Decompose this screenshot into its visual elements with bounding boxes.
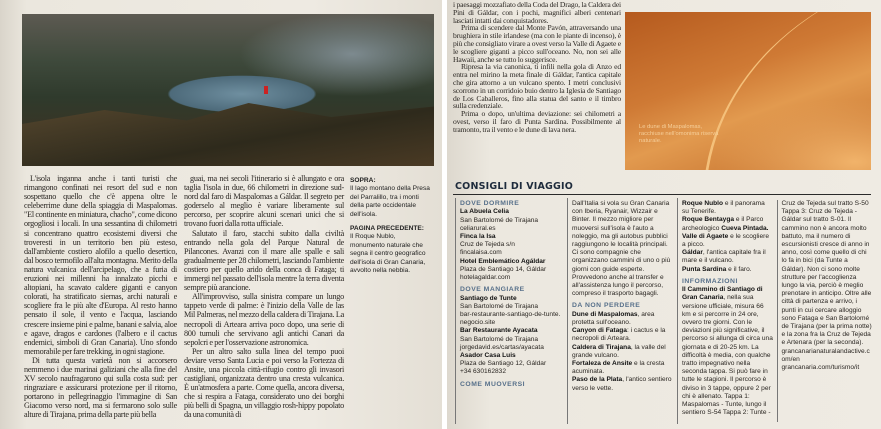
caption-text: Il Roque Nublo, monumento naturale che segna il centro geografico dell'isola di Gran Canaria, avvolto nella nebbia. bbox=[350, 233, 426, 275]
divider bbox=[453, 194, 871, 195]
list-item: Santiago de Tunte San Bartolomé de Tirajana bar-restaurante-santiago-de-tunte.negocio.site bbox=[460, 294, 561, 327]
list-item: Gáldar, l'antica capitale fra il mare e il vulcano. bbox=[682, 249, 766, 265]
list-item: Canyon di Fataga: i cactus e la necropoli di Arteara. bbox=[572, 327, 666, 343]
hiker-figure bbox=[264, 86, 268, 94]
caption-text: Il lago montano della Presa del Parralillo, tra i monti della parte occidentale dell'isola. bbox=[350, 185, 430, 218]
section-heading: INFORMAZIONI bbox=[682, 277, 738, 285]
caption-label: SOPRA: bbox=[350, 177, 376, 184]
paragraph: guai, ma nei secoli l'itinerario si è allungato e ora taglia l'isola in due, 66 chilometri in direzione sud-nord dal faro di Maspalomas a Gáldar. Il segreto per goderselo al meglio è variare liberamente sul percorso, per scoprire alcuni scenari unici che si trovano fuori dalla rotta ufficiale. bbox=[184, 174, 344, 229]
article-column-2 bbox=[184, 174, 344, 420]
paragraph: All'improvviso, sulla sinistra compare un lungo tappeto verde di palme: è l'inizio della Valle de las Mil Palmeras, nel mezzo della caldera di Tirajana. La necropoli di Arteara arriva poco dopo, una serie di 800 tumuli che servivano agli antichi Canari da sepolcri e per l'osservazione astronomica. bbox=[184, 292, 344, 347]
paragraph: i paesaggi mozzafiato della Coda del Drago, la Caldera dei Pini di Gáldar, con i pochi, magnifici alberi centenari lasciati intatti dai conquistadores. bbox=[453, 0, 621, 25]
travel-tips-title: CONSIGLI DI VIAGGIO bbox=[455, 181, 574, 192]
list-item: Asador Casa Luis Plaza de Santiago 12, Gáldar +34 630162832 bbox=[460, 352, 547, 376]
right-magazine-page bbox=[447, 0, 881, 429]
list-item: Roque Nublo e il panorama su Tenerife. bbox=[682, 200, 765, 216]
section-heading: DOVE DORMIRE bbox=[460, 200, 520, 207]
paragraph: Di tutta questa varietà non si accorsero nemmeno i due marinai galiziani che alla fine del XV secolo naufragarono qui sulla costa sud: per ringraziare e assicurarsi protezione per il ritorno, portarono in pellegrinaggio l'immagine di San Giacomo verso nord, ma si fermarono solo sulle alture di Tirajana, prima della parte più bella bbox=[24, 355, 177, 420]
guide-column-1 bbox=[455, 198, 567, 424]
list-item: Bar Restaurante Ayacata San Bartolomé de Tirajana jorgedavid.es/cartas/ayacata bbox=[460, 327, 544, 351]
caption-label: PAGINA PRECEDENTE: bbox=[350, 225, 425, 233]
section-heading: COME MUOVERSI bbox=[460, 380, 526, 388]
paragraph: Salutato il faro, stacchi subito dalla civiltà entrando nella gola del Parque Natural de Pilancones. Avanzi con il mare alle spalle e sali gradualmente per 28 chilometri, lasciando l'ambiente costiero per quello arido della conca di Fataga; ti immergi nel passato dell'isola mentre la terra diventa sempre più arancione. bbox=[184, 228, 344, 293]
list-item: Paso de la Plata, l'antico sentiero verso le vette. bbox=[572, 376, 672, 392]
list-item: Roque Bentayga e il Parco archeologico Cueva Pintada. bbox=[682, 216, 769, 232]
paragraph: Prima di scendere dal Monte Pavón, attraversando una brughiera in stile irlandese (ma con le piante di incenso), è più che consigliato virare a ovest verso la Valle di Agaete e le scogliere giganti a picco sull'oceano. No, non sei alle Hawaii, anche se tutto lo suggerisce. bbox=[453, 23, 621, 64]
list-item: La Abuela Celia San Bartolomé de Tirajana celiarural.es bbox=[460, 208, 539, 232]
paragraph: Prima o dopo, un'ultima deviazione: sei chilometri a ovest, verso il faro di Punta Sardina. Possibilmente al tramonto, tra il vento e le dune di lava nera. bbox=[453, 109, 621, 134]
section-heading: DOVE MANGIARE bbox=[460, 286, 525, 294]
list-item: Punta Sardina e il faro. bbox=[682, 265, 752, 273]
list-item: Fortaleza de Ansite e la cresta acuminata. bbox=[572, 360, 665, 376]
photo-caption: Le dune di Maspalomas, racchiuse nell'omonima riserva naturale. bbox=[639, 124, 719, 144]
paragraph: Per un altro salto sulla linea del tempo puoi deviare verso Santa Lucia e poi verso la Fortezza di Ansite, una piccola città-rifugio contro gli invasori castigliani, organizzata dentro una cresta vulcanica. È un'atmosfera a parte. Come quella, ancora diversa, che si respira a Fataga, considerato uno dei borghi più belli di Spagna, un villaggio rosh-hippy popolato da una comunità di bbox=[184, 346, 344, 420]
article-column-3 bbox=[453, 1, 621, 134]
article-column-1 bbox=[24, 174, 177, 420]
list-item: Valle di Agaete e le scogliere a picco. bbox=[682, 232, 769, 249]
list-item: Hotel Emblemático Agáldar Plaza de Santiago 14, Gáldar hotelagaldar.com bbox=[460, 257, 547, 282]
list-item: Dune di Maspalomas, area protetta sull'oceano. bbox=[572, 310, 655, 327]
photo-captions bbox=[350, 177, 430, 275]
info-text: Il Cammino di Santiago di Gran Canaria, nella sua versione ufficiale, misura 66 km e si percorre in 24 ore, ovvero tre giorni. Con le deviazioni più significative, il percorso si allunga di circa una giornata e di 20-25 km. La difficoltà è media, con qualche tratto impegnativo nella seconda tappa. Si può fare in tutte le stagioni. Il percorso è diviso in 3 tappe, oppure 2 per chi è allenato. Tappa 1: Maspalomas - Tunte, lungo il sentiero S-54 Tappa 2: Tunte - Cruz de Tejeda sul tratto S-50 Tappa 3: Cruz de Tejeda - Gáldar sul tratto S-01. Il cammino non è ancora molto battuto, ma il numero di escursionisti cresce di anno in anno, così come quello di chi lo fa in bici (da Tunte a Gáldar). Non ci sono molte strutture per l'accoglienza lungo la via, perciò è meglio prenotare in anticipo. Oltre alle città di partenza e arrivo, i punti in cui cercare alloggio sono Fataga e San Bartolomé de Tirajana (per la prima notte) e la zona fra la Cruz de Tejeda e Artenara (per la seconda). grancanarianaturalandactive.com/en grancanaria.com/turismo/it bbox=[682, 200, 872, 417]
section-heading: DA NON PERDERE bbox=[572, 302, 641, 310]
list-item: Caldera di Tirajana, la valle del grande vulcano. bbox=[572, 343, 666, 359]
list-item: Finca la Isa Cruz de Tejeda s/n fincalaisa.com bbox=[460, 233, 515, 257]
lake-landscape-photo bbox=[22, 14, 434, 166]
guide-column-2 bbox=[567, 198, 677, 424]
paragraph: L'isola inganna anche i tanti turisti che rimangono confinati nei resort del sud e non sospettano quello che c'è appena oltre le celeberrime dune della spiaggia di Maspalomas. "El continente en miniatura, chacho", come dicono orgogliosi i locali. In una sessantina di chilometri si concentrano quattro ecosistemi diversi che troveresti in un territorio ben più esteso, dall'ambiente costiero alofilo a quello desertico, dal bosco termofilo all'alta montagna. Merito della natura vulcanica dell'arcipelago, che a furia di eruzioni nei millenni ha innalzato picchi e altopiani, ha scavato caldere giganti e canyon colorati, ha stratificato siernas, archi naturali e scogliere fra le più alte d'Europa. Al resto hanno pensato il sole, il vento e l'acqua, lasciando crescere insieme pini e palme, banani e salvia, aloe e agave, dragos e cardones (l'albero e il cactus endemici, simboli di Gran Canaria). Uno sfondo memorabile per fare trekking, in ogni stagione. bbox=[24, 174, 177, 356]
dunes-photo bbox=[625, 12, 871, 170]
transport-text: Dall'Italia si vola su Gran Canaria con Iberia, Ryanair, Wizzair e Binter. Il mezzo migliore per muoversi sull'isola è l'auto a noleggio, ma gli autobus pubblici raggiungono le località principali. Ci sono compagnie che organizzano cammini di uno o più giorni con guide esperte. Provvedono anche al transfer e all'assistenza lungo il percorso, compreso il trasporto bagagli. bbox=[572, 200, 671, 298]
paragraph: Ripresa la via canonica, ti infili nella gola di Anzo ed entra nel mirino la meta finale di Gáldar, l'antica capitale che gira attorno a un vulcano spento. I metri conclusivi scorrono in un corridoio buio dentro la Iglesia de Santiago de Los Caballeros, fino alla statua del santo e il timbro sulla credenziale. bbox=[453, 62, 621, 111]
guide-columns-3-4 bbox=[677, 198, 877, 424]
